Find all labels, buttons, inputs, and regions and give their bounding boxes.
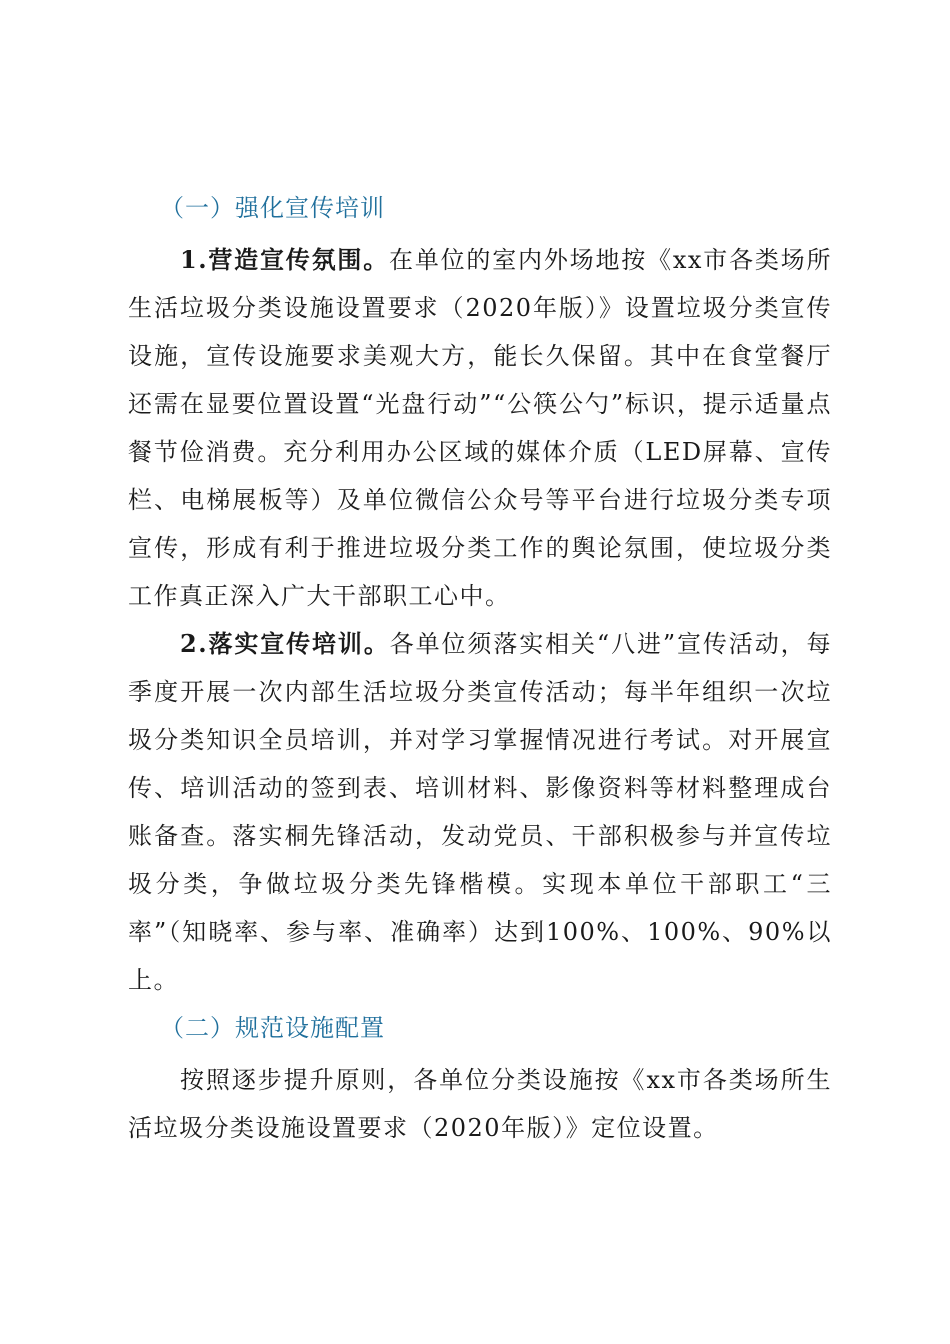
document-body xyxy=(128,184,832,1152)
paragraph-3-text: 按照逐步提升原则，各单位分类设施按《xx市各类场所生活垃圾分类设施设置要求（2020年版）》定位设置。 xyxy=(128,1066,832,1142)
section-heading-2: （二）规范设施配置 xyxy=(160,1014,385,1042)
paragraph-1-lead: 1.营造宣传氛围。 xyxy=(180,245,390,274)
paragraph-1-text: 在单位的室内外场地按《xx市各类场所生活垃圾分类设施设置要求（2020年版）》设置垃圾分类宣传设施，宣传设施要求美观大方，能长久保留。其中在食堂餐厅还需在显要位置设置“光盘行动”“公筷公勺”标识，提示适量点餐节俭消费。充分利用办公区域的媒体介质（LED屏幕、宣传栏、电梯展板等）及单位微信公众号等平台进行垃圾分类专项宣传，形成有利于推进垃圾分类工作的舆论氛围，使垃圾分类工作真正深入广大干部职工心中。 xyxy=(128,246,832,610)
paragraph-1 xyxy=(128,236,832,620)
paragraph-2-text: 各单位须落实相关“八进”宣传活动，每季度开展一次内部生活垃圾分类宣传活动；每半年组织一次垃圾分类知识全员培训，并对学习掌握情况进行考试。对开展宣传、培训活动的签到表、培训材料、影像资料等材料整理成台账备查。落实桐先锋活动，发动党员、干部积极参与并宣传垃圾分类，争做垃圾分类先锋楷模。实现本单位干部职工“三率”（知晓率、参与率、准确率）达到100%、100%、90%以上。 xyxy=(128,630,832,994)
paragraph-2-lead: 2.落实宣传培训。 xyxy=(180,629,390,658)
section-heading-1: （一）强化宣传培训 xyxy=(160,194,385,222)
paragraph-2 xyxy=(128,620,832,1004)
paragraph-3 xyxy=(128,1056,832,1152)
